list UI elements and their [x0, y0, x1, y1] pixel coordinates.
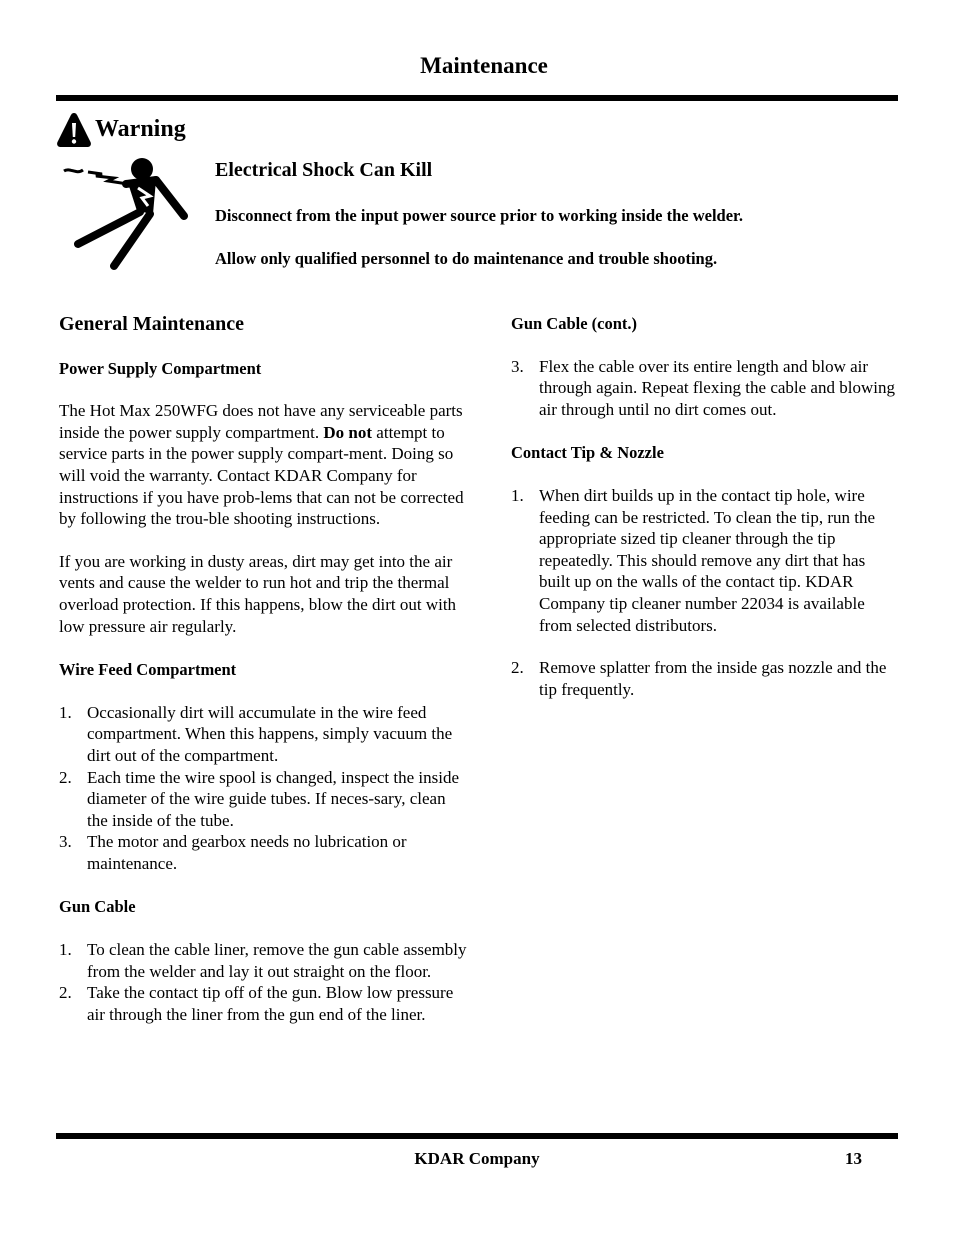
list-item: 3. Flex the cable over its entire length and blow air through again. Repeat flexing the cable and blowing air through until no dirt comes out.: [511, 356, 895, 419]
contact-tip-list: [511, 485, 899, 700]
contact-tip-heading: Contact Tip & Nozzle: [511, 443, 664, 463]
warning-line-2: Allow only qualified personnel to do maintenance and trouble shooting.: [215, 249, 718, 268]
list-item: 3. The motor and gearbox needs no lubrication or maintenance.: [59, 832, 407, 873]
power-supply-paragraph-2: If you are working in dusty areas, dirt may get into the air vents and cause the welder to run hot and trip the thermal overload protection. If this happens, blow the dirt out with low pressure air regularly.: [59, 551, 457, 636]
warning-subtitle: Electrical Shock Can Kill: [215, 159, 433, 181]
wire-feed-heading: Wire Feed Compartment: [59, 660, 237, 680]
footer-rule: [56, 1133, 898, 1139]
list-item: 1. When dirt builds up in the contact tip hole, wire feeding can be restricted. To clean the tip, run the appropriate sized tip cleaner through the tip repeatedly. This should remove any dirt that has built up on the walls of the contact tip. KDAR Company tip cleaner number 22034 is available from selected distributors.: [511, 485, 875, 635]
header-rule: [56, 95, 898, 101]
electric-shock-icon: [58, 156, 188, 271]
list-item: 2. Take the contact tip off of the gun. Blow low pressure air through the liner from the gun end of the liner.: [59, 983, 454, 1024]
gun-cable-heading: Gun Cable: [59, 897, 136, 917]
list-item: 1. Occasionally dirt will accumulate in the wire feed compartment. When this happens, simply vacuum the dirt out of the compartment.: [59, 702, 453, 765]
power-supply-paragraph-1: The Hot Max 250WFG does not have any serviceable parts inside the power supply compartment. Do not attempt to service parts in the power supply compart-ment. Doing so will void the warranty. Contact KDAR Company for instructions if you have prob-lems that can not be corrected by following the trou-ble shooting instructions.: [59, 401, 464, 529]
general-maintenance-heading: General Maintenance: [59, 313, 244, 335]
gun-cable-cont-list: [511, 356, 899, 421]
right-column: [511, 313, 899, 700]
left-column: [59, 314, 467, 1025]
list-item: 1. To clean the cable liner, remove the gun cable assembly from the welder and lay it out straight on the floor.: [59, 940, 467, 981]
power-supply-heading: Power Supply Compartment: [59, 358, 262, 378]
list-item: 2. Remove splatter from the inside gas nozzle and the tip frequently.: [511, 658, 887, 699]
page-title: Maintenance: [420, 53, 548, 78]
warning-line-1: Disconnect from the input power source prior to working inside the welder.: [215, 206, 743, 225]
warning-title: Warning: [95, 116, 186, 142]
gun-cable-list: [59, 939, 467, 1025]
gun-cable-cont-heading: Gun Cable (cont.): [511, 314, 638, 333]
footer-company: KDAR Company: [414, 1149, 540, 1168]
page-number: 13: [845, 1149, 862, 1168]
wire-feed-list: [59, 702, 467, 875]
list-item: 2. Each time the wire spool is changed, inspect the inside diameter of the wire guide tubes. If neces-sary, clean the inside of the tube.: [59, 767, 460, 830]
warning-triangle-icon: [56, 112, 92, 148]
